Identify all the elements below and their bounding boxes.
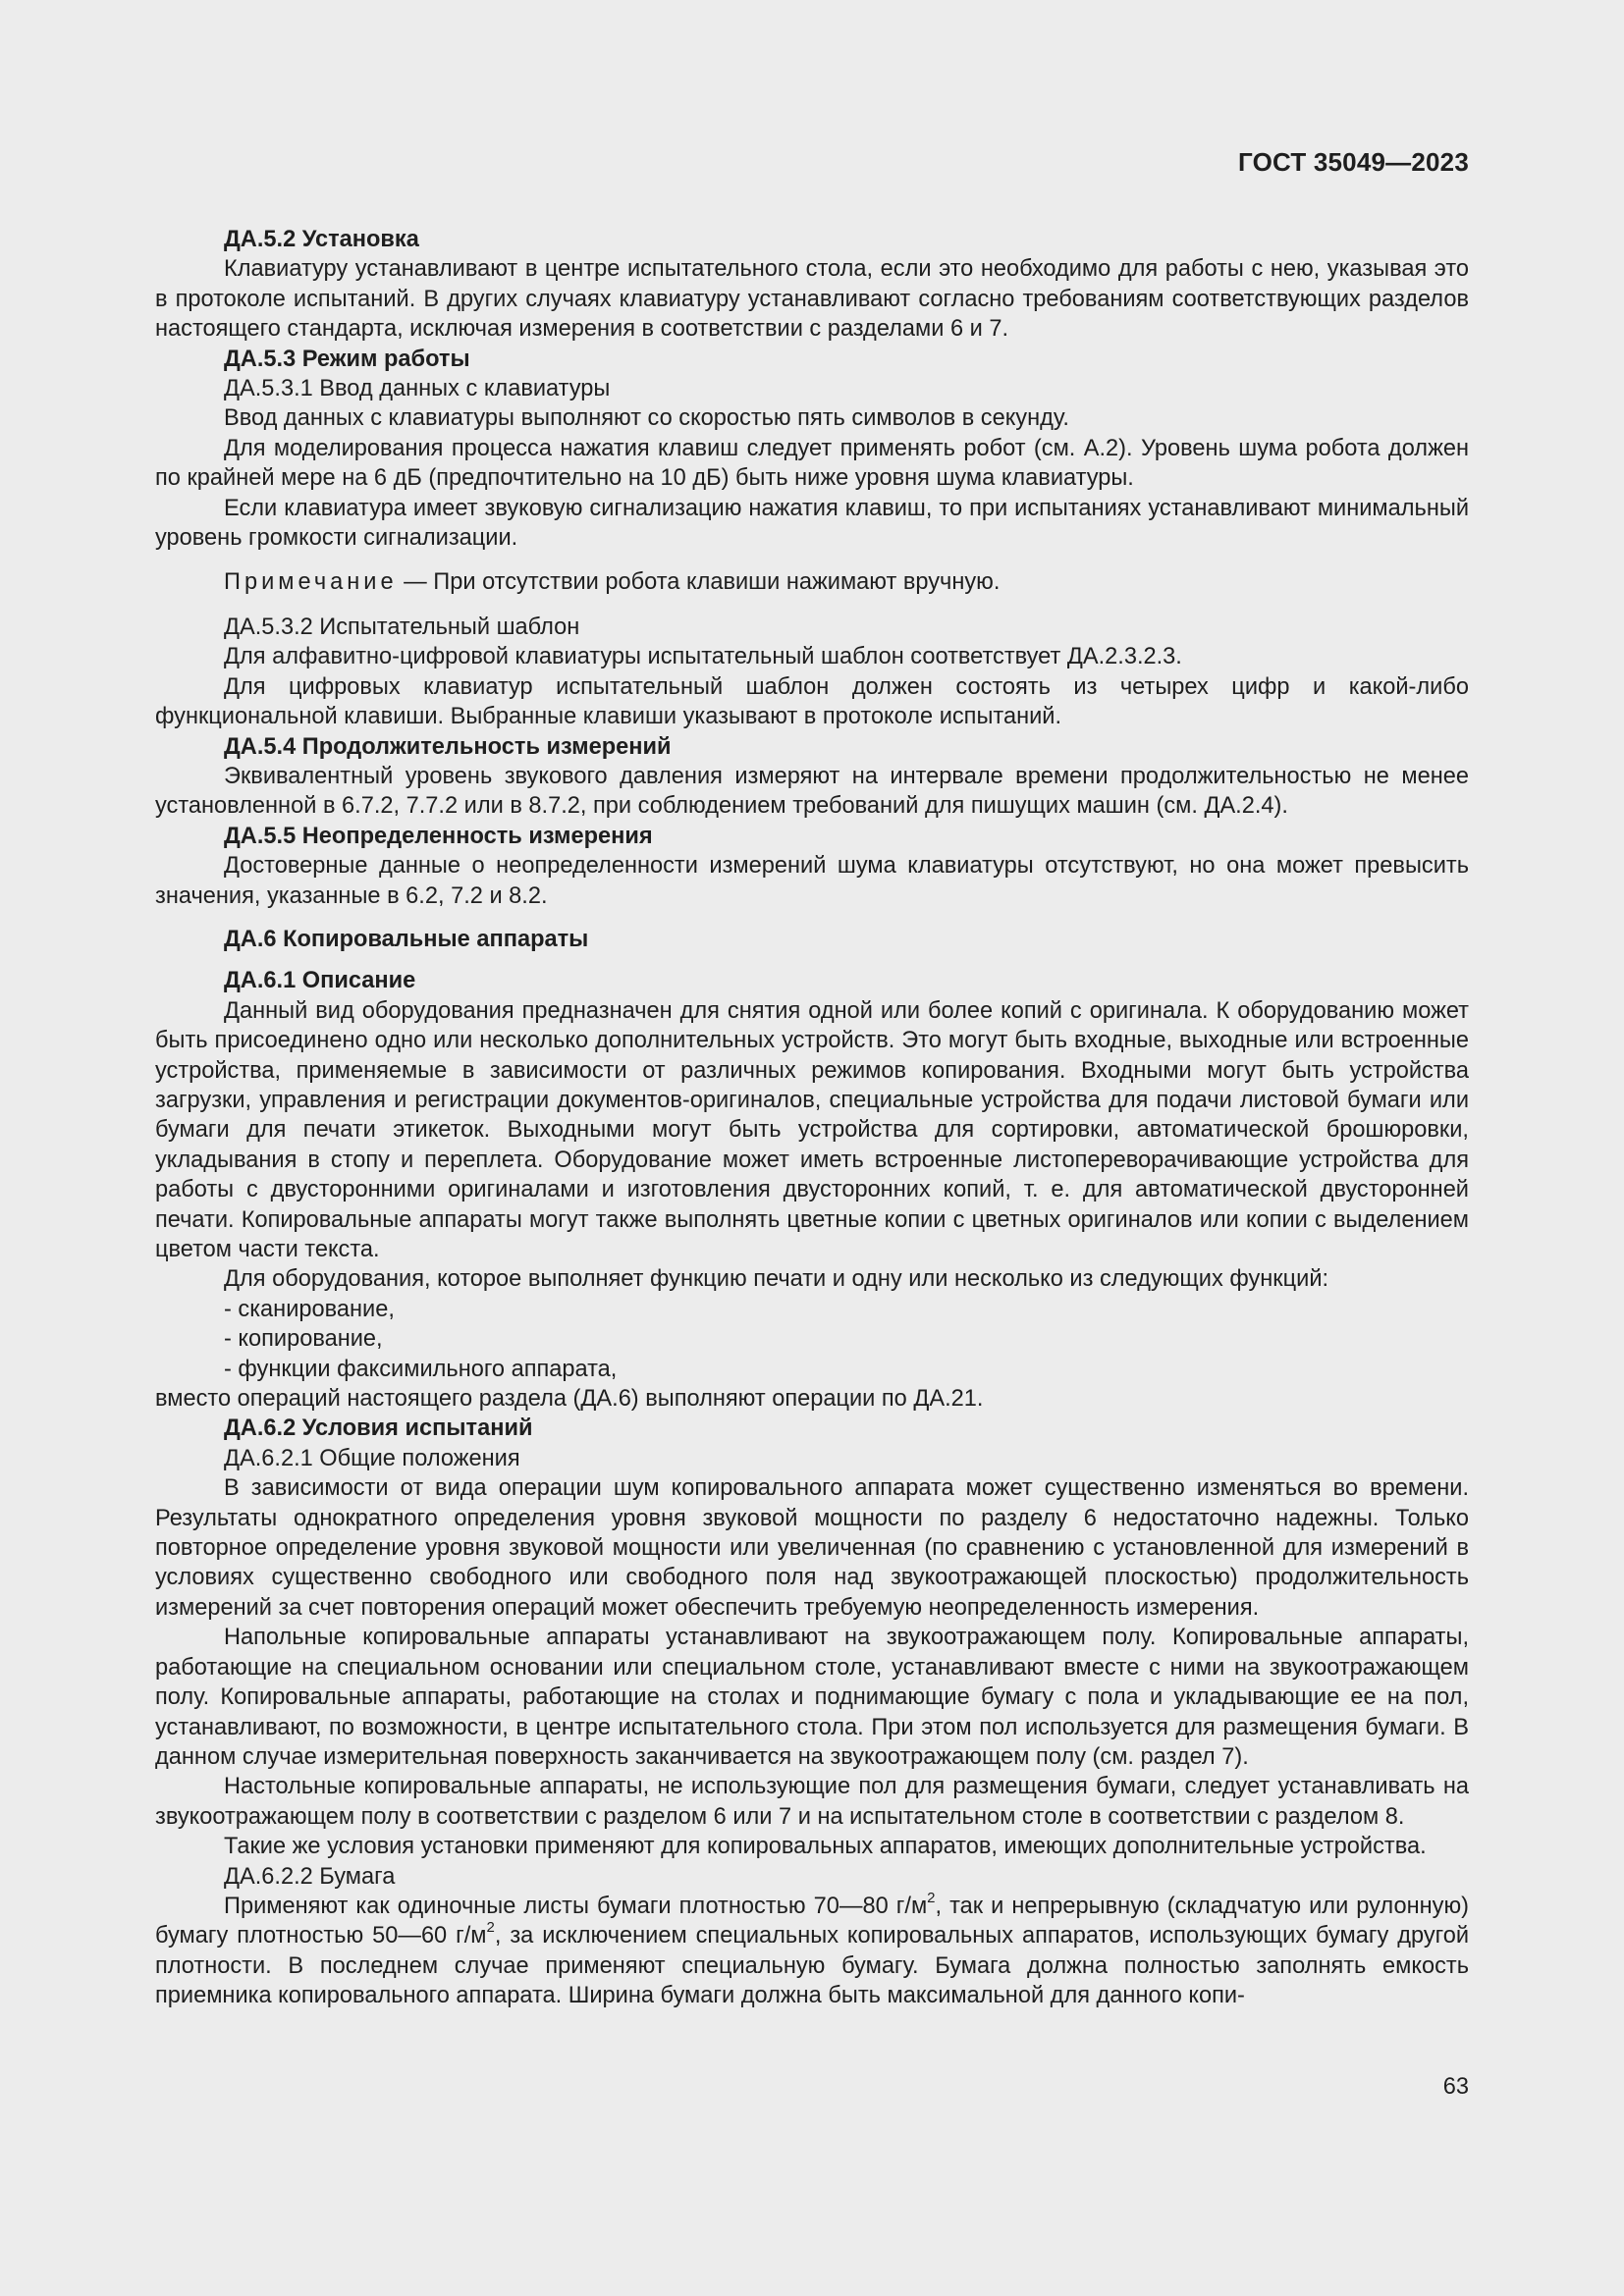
paragraph: Для цифровых клавиатур испытательный шаблон должен состоять из четырех цифр и какой-либо функциональной клавиши. Выбранные клавиши указывают в протоколе испытаний. (155, 673, 1469, 730)
text-run: Применяют как одиночные листы бумаги плотностью 70—80 г/м (224, 1893, 928, 1919)
paragraph: Клавиатуру устанавливают в центре испытательного стола, если это необходимо для работы с нею, указывая это в протоколе испытаний. В других случаях клавиатуру устанавливают согласно требованиям соответствующих разделов настоящего стандарта, исключая измерения в соответствии с разделами 6 и 7. (155, 256, 1469, 343)
paragraph: Ввод данных с клавиатуры выполняют со скоростью пять символов в секунду. (224, 405, 1069, 432)
list-item: - копирование, (224, 1326, 383, 1353)
subsection-title-da-5-3-1: ДА.5.3.1 Ввод данных с клавиатуры (224, 376, 611, 402)
section-title-da-6-2: ДА.6.2 Условия испытаний (224, 1415, 533, 1442)
paragraph: В зависимости от вида операции шум копировального аппарата может существенно изменяться во времени. Результаты однократного определения уровня звуковой мощности по разделу 6 недостаточно надежны. Только повторное определение уровня звуковой мощности или увеличенная (по сравнению с установленной для измерений в условиях существенно свободного или свободного поля над звукоотражающей плоскостью) продолжительность измерений за счет повторения операций может обеспечить требуемую неопределенность измерения. (155, 1475, 1469, 1621)
paragraph: Достоверные данные о неопределенности измерений шума клавиатуры отсутствуют, но она может превысить значения, указанные в 6.2, 7.2 и 8.2. (155, 853, 1469, 909)
paragraph: Эквивалентный уровень звукового давления измеряют на интервале времени продолжительностью не менее установленной в 6.7.2, 7.7.2 или в 8.7.2, при соблюдением требований для пишущих машин (см. ДА.2.4). (155, 763, 1469, 820)
section-title-da-5-3: ДА.5.3 Режим работы (224, 346, 470, 372)
list-item: - сканирование, (224, 1296, 395, 1322)
paragraph: Настольные копировальные аппараты, не использующие пол для размещения бумаги, следует устанавливать на звукоотражающем полу в соответствии с разделом 6 или 7 и на испытательном столе в соответствии с разделом 8. (155, 1774, 1469, 1830)
subsection-title-da-5-3-2: ДА.5.3.2 Испытательный шаблон (224, 614, 580, 640)
superscript: 2 (486, 1919, 495, 1937)
paragraph: вместо операций настоящего раздела (ДА.6) выполняют операции по ДА.21. (155, 1386, 984, 1413)
text-run: , за исключением специальных копировальных аппаратов, использующих бумагу другой плотности. В последнем случае применяют специальную бумагу. Бумага должна полностью заполнять емкость приемника копировального аппарата. Ширина бумаги должна быть максимальной для данного копи- (155, 1923, 1470, 2009)
subsection-title-da-6-2-1: ДА.6.2.1 Общие положения (224, 1445, 520, 1471)
paragraph: Данный вид оборудования предназначен для снятия одной или более копий с оригинала. К оборудованию может быть присоединено одно или несколько дополнительных устройств. Это могут быть входные, выходные или встроенные устройства, применяемые в зависимости от различных режимов копирования. Входными могут быть устройства загрузки, управления и регистрации документов-оригиналов, специальные устройства для подачи листовой бумаги или бумаги для печати этикеток. Выходными могут быть устройства для сортировки, автоматической брошюровки, укладывания в стопу и переплета. Оборудование может иметь встроенные листопереворачивающие устройства для работы с двусторонними оригиналами и изготовления двусторонних копий, т. е. для автоматической двусторонней печати. Копировальные аппараты могут также выполнять цветные копии с цветных оригиналов или копии с выделением цветом части текста. (155, 997, 1469, 1262)
paragraph: Для алфавитно-цифровой клавиатуры испытательный шаблон соответствует ДА.2.3.2.3. (224, 644, 1182, 670)
note-label: Примечание (224, 569, 398, 596)
document-id-header: ГОСТ 35049—2023 (1238, 147, 1469, 177)
paragraph (155, 1892, 1469, 2011)
note-text: — При отсутствии робота клавиши нажимают вручную. (397, 569, 1001, 596)
text-run: , так и непрерывную (складчатую или рулонную) бумагу плотностью 50—60 г/м (155, 1893, 1469, 1949)
list-item: - функции факсимильного аппарата, (224, 1356, 618, 1382)
section-title-da-6-1: ДА.6.1 Описание (224, 968, 416, 994)
superscript: 2 (927, 1890, 936, 1907)
section-title-da-5-4: ДА.5.4 Продолжительность измерений (224, 733, 672, 760)
paragraph: Для оборудования, которое выполняет функцию печати и одну или несколько из следующих функций: (224, 1266, 1329, 1293)
paragraph: Напольные копировальные аппараты устанавливают на звукоотражающем полу. Копировальные аппараты, работающие на специальном основании или специальном столе, устанавливают вместе с ними на звукоотражающем полу. Копировальные аппараты, работающие на столах и поднимающие бумагу с пола и укладывающие ее на пол, устанавливают, по возможности, в центре испытательного стола. При этом пол используется для размещения бумаги. В данном случае измерительная поверхность заканчивается на звукоотражающем полу (см. раздел 7). (155, 1625, 1469, 1770)
section-title-da-5-5: ДА.5.5 Неопределенность измерения (224, 823, 653, 849)
paragraph: Такие же условия установки применяют для копировальных аппаратов, имеющих дополнительные устройства. (224, 1834, 1427, 1860)
subsection-title-da-6-2-2: ДА.6.2.2 Бумага (224, 1863, 396, 1890)
page-number: 63 (1442, 2074, 1469, 2100)
section-title-da-5-2: ДА.5.2 Установка (224, 227, 419, 252)
note (155, 567, 1469, 597)
paragraph: Если клавиатура имеет звуковую сигнализацию нажатия клавиш, то при испытаниях устанавливают минимальный уровень громкости сигнализации. (155, 495, 1469, 552)
section-title-da-6: ДА.6 Копировальные аппараты (224, 926, 589, 952)
paragraph: Для моделирования процесса нажатия клавиш следует применять робот (см. А.2). Уровень шума робота должен по крайней мере на 6 дБ (предпочтительно на 10 дБ) быть ниже уровня шума клавиатуры. (155, 435, 1469, 492)
document-body (155, 225, 1469, 2011)
